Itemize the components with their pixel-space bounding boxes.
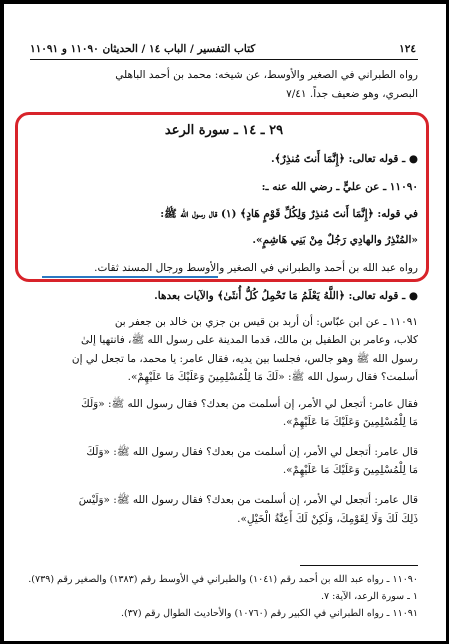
chapter-title: ٢٩ ـ ١٤ ـ سورة الرعد	[164, 123, 284, 138]
hadith-text: في قوله: ﴿إِنَّمَا أَنتَ مُنذِرٌ وَلِكُلِّ قَوْمٍ هَادٍ﴾ (١) قال رسول الله ﷺ:	[160, 208, 418, 220]
source-underline	[42, 276, 218, 278]
header-rule	[30, 59, 418, 60]
page-header	[30, 42, 416, 56]
text-line: فقال عامر: أتجعل لي الأمر، إن أسلمت من بعدك؟ فقال رسول الله ﷺ: «وَلَكَ	[81, 398, 418, 410]
hadith-text: «المُنْذِرُ والهادِي رَجُلٌ مِنْ بَنِي هَاشِمٍ».	[252, 234, 418, 246]
text-line: رواه الطبراني في الصغير والأوسط، عن شيخه: محمد بن أحمد الباهلي	[115, 69, 418, 81]
text-line: ذَلِكَ لَكَ وَلَا لِقَوْمِكَ، وَلَكِنْ لَكَ أَعِنَّةُ الْخَيْلِ».	[237, 513, 418, 525]
footnote: ١ ـ سورة الرعد، الآية: ٧.	[320, 591, 418, 602]
text-line: مَا لِلْمُسْلِمِينَ وَعَلَيْكَ مَا عَلَيْهِمْ».	[282, 464, 418, 476]
footnote: ١١٠٩١ ـ رواه الطبراني في الكبير رقم (١٠٧٦٠) والأحاديث الطوال رقم (٣٧).	[120, 608, 418, 619]
text-line: البصري، وهو ضعيف جداً. ٧/٤١	[286, 88, 418, 100]
frame-border-top	[0, 0, 449, 4]
text-line: رسول الله ﷺ وهو جالس، فجلسا بين يديه، فقال عامر: يا محمد، ما تجعل لي إن	[71, 353, 418, 365]
text-line: كلاب، وعامر بن الطفيل بن مالك، قدما المدينة على رسول الله ﷺ، فانتهيا إلىٰ	[81, 334, 418, 346]
narration-source: رواه عبد الله بن أحمد والطبراني في الصغير والأوسط ورجال المسند ثقات.	[94, 262, 418, 274]
verse-heading: ● ـ قوله تعالى: ﴿اللَّهُ يَعْلَمُ مَا تَحْمِلُ كُلُّ أُنثَىٰ﴾ والآيات بعدها.	[154, 290, 418, 302]
running-title: كتاب التفسير / الباب ١٤ / الحديثان ١١٠٩٠ و ١١٠٩١	[30, 43, 256, 55]
footnote: ١١٠٩٠ ـ رواه عبد الله بن أحمد رقم (١٠٤١) والطبراني في الأوسط رقم (١٣٨٣) والصغير رقم (٧٣٩).	[28, 574, 418, 585]
verse-heading: ● ـ قوله تعالى: ﴿إِنَّمَا أَنتَ مُنذِرٌ﴾.	[270, 153, 418, 165]
hadith-intro: ١١٠٩٠ ـ عن عليٍّ ـ رضي الله عنه ـ:	[261, 181, 418, 193]
frame-border-left	[0, 0, 4, 644]
text-line: ١١٠٩١ ـ عن ابن عبّاس: أن أربد بن قيس بن جزي بن خالد بن جعفر بن	[114, 316, 418, 328]
page-number: ١٢٤	[399, 43, 416, 55]
text-line: مَا لِلْمُسْلِمِينَ وَعَلَيْكَ مَا عَلَيْهِمْ».	[282, 416, 418, 428]
footnote-rule	[300, 565, 418, 566]
text-line: أسلمت؟ فقال رسول الله ﷺ: «لَكَ مَا لِلْمُسْلِمِينَ وَعَلَيْكَ مَا عَلَيْهِمْ».	[127, 371, 418, 383]
text-line: قال عامر: أتجعل لي الأمر، إن أسلمت من بعدك؟ فقال رسول الله ﷺ: «وَلَكَ	[86, 446, 418, 458]
text-line: قال عامر: أتجعل لي الأمر، إن أسلمت من بعدك؟ فقال رسول الله ﷺ: «وَلَيْسَ	[78, 494, 418, 506]
